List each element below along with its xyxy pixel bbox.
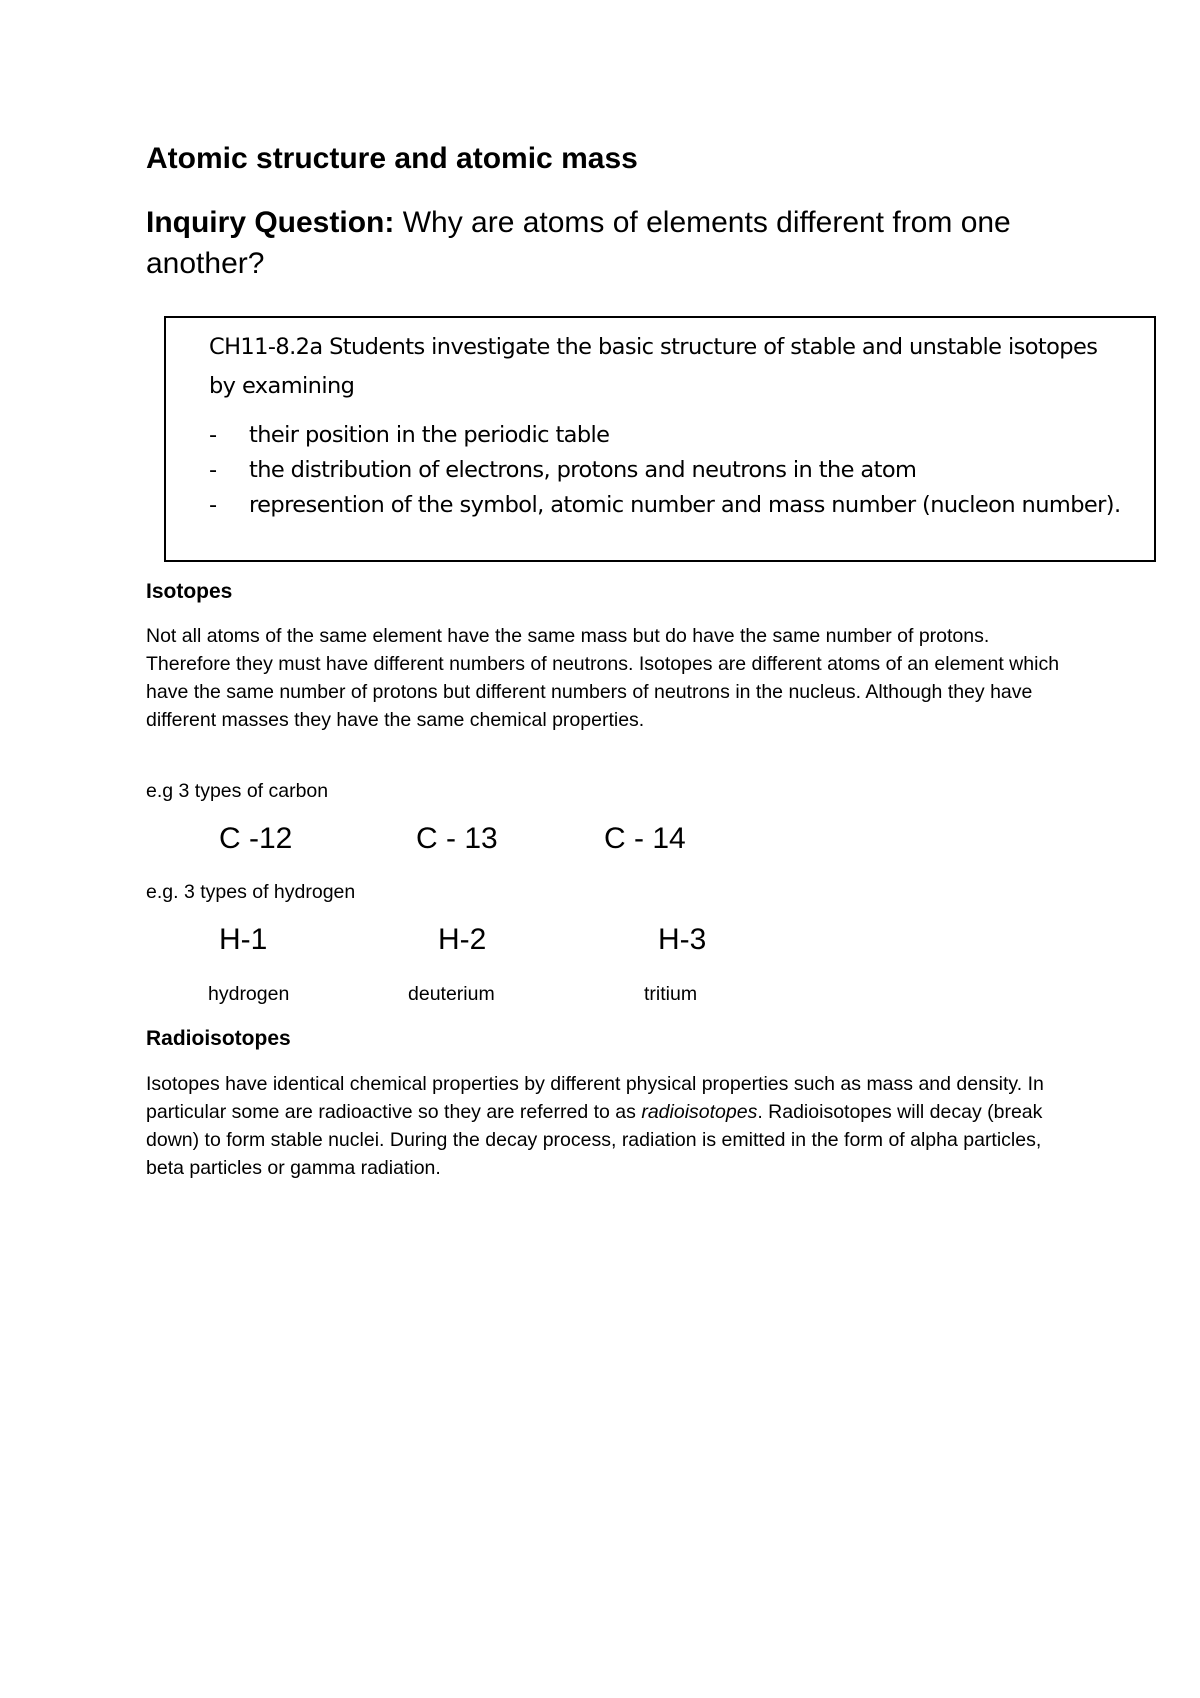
radioisotopes-term: radioisotopes	[641, 1101, 758, 1123]
inquiry-label: Inquiry Question:	[146, 206, 395, 239]
list-dash: -	[209, 457, 217, 483]
radioisotopes-paragraph	[146, 1070, 1076, 1182]
isotope-c14: C - 14	[604, 822, 686, 855]
isotope-name-hydrogen: hydrogen	[208, 983, 290, 1005]
radioisotopes-text-2: . Radioisotopes will decay (break down) to form stable nuclei. During the decay process, radiation is emitted in the form of alpha particles, beta particles or gamma radiation.	[146, 1101, 1043, 1179]
outcome-item	[209, 453, 1129, 488]
outcome-item-text: their position in the periodic table	[249, 422, 610, 448]
outcome-item-text: represention of the symbol, atomic number and mass number (nucleon number).	[249, 492, 1121, 518]
hydrogen-intro: e.g. 3 types of hydrogen	[146, 881, 356, 903]
isotope-name-deuterium: deuterium	[408, 983, 495, 1005]
outcome-item	[209, 418, 1129, 453]
inquiry-text: Why are atoms of elements different from one another?	[146, 206, 1011, 280]
isotope-h1: H-1	[219, 923, 268, 956]
list-dash: -	[209, 422, 217, 448]
radioisotopes-text-1: Isotopes have identical chemical properties by different physical properties such as mass and density. In particular some are radioactive so they are referred to as	[146, 1073, 1044, 1123]
carbon-intro: e.g 3 types of carbon	[146, 780, 329, 802]
list-dash: -	[209, 492, 217, 518]
inquiry-question	[146, 202, 1066, 284]
isotope-c13: C - 13	[416, 822, 498, 855]
isotope-h2: H-2	[438, 923, 487, 956]
page-title: Atomic structure and atomic mass	[146, 142, 638, 175]
outcome-intro: CH11-8.2a Students investigate the basic structure of stable and unstable isotopes by examining	[209, 334, 1098, 399]
outcome-item-text: the distribution of electrons, protons and neutrons in the atom	[249, 457, 917, 483]
isotope-name-tritium: tritium	[644, 983, 698, 1005]
isotope-c12: C -12	[219, 822, 293, 855]
isotope-h3: H-3	[658, 923, 707, 956]
isotopes-heading: Isotopes	[146, 580, 233, 603]
isotopes-paragraph: Not all atoms of the same element have the same mass but do have the same number of protons. Therefore they must have different numbers of neutrons. Isotopes are different atoms of an element which have the same number of protons but different numbers of neutrons in the nucleus. Although they have different masses they have the same chemical properties.	[146, 625, 1060, 731]
outcome-list	[209, 418, 1129, 523]
outcome-item	[209, 488, 1129, 523]
radioisotopes-heading: Radioisotopes	[146, 1027, 291, 1050]
syllabus-outcome-box	[164, 316, 1156, 562]
